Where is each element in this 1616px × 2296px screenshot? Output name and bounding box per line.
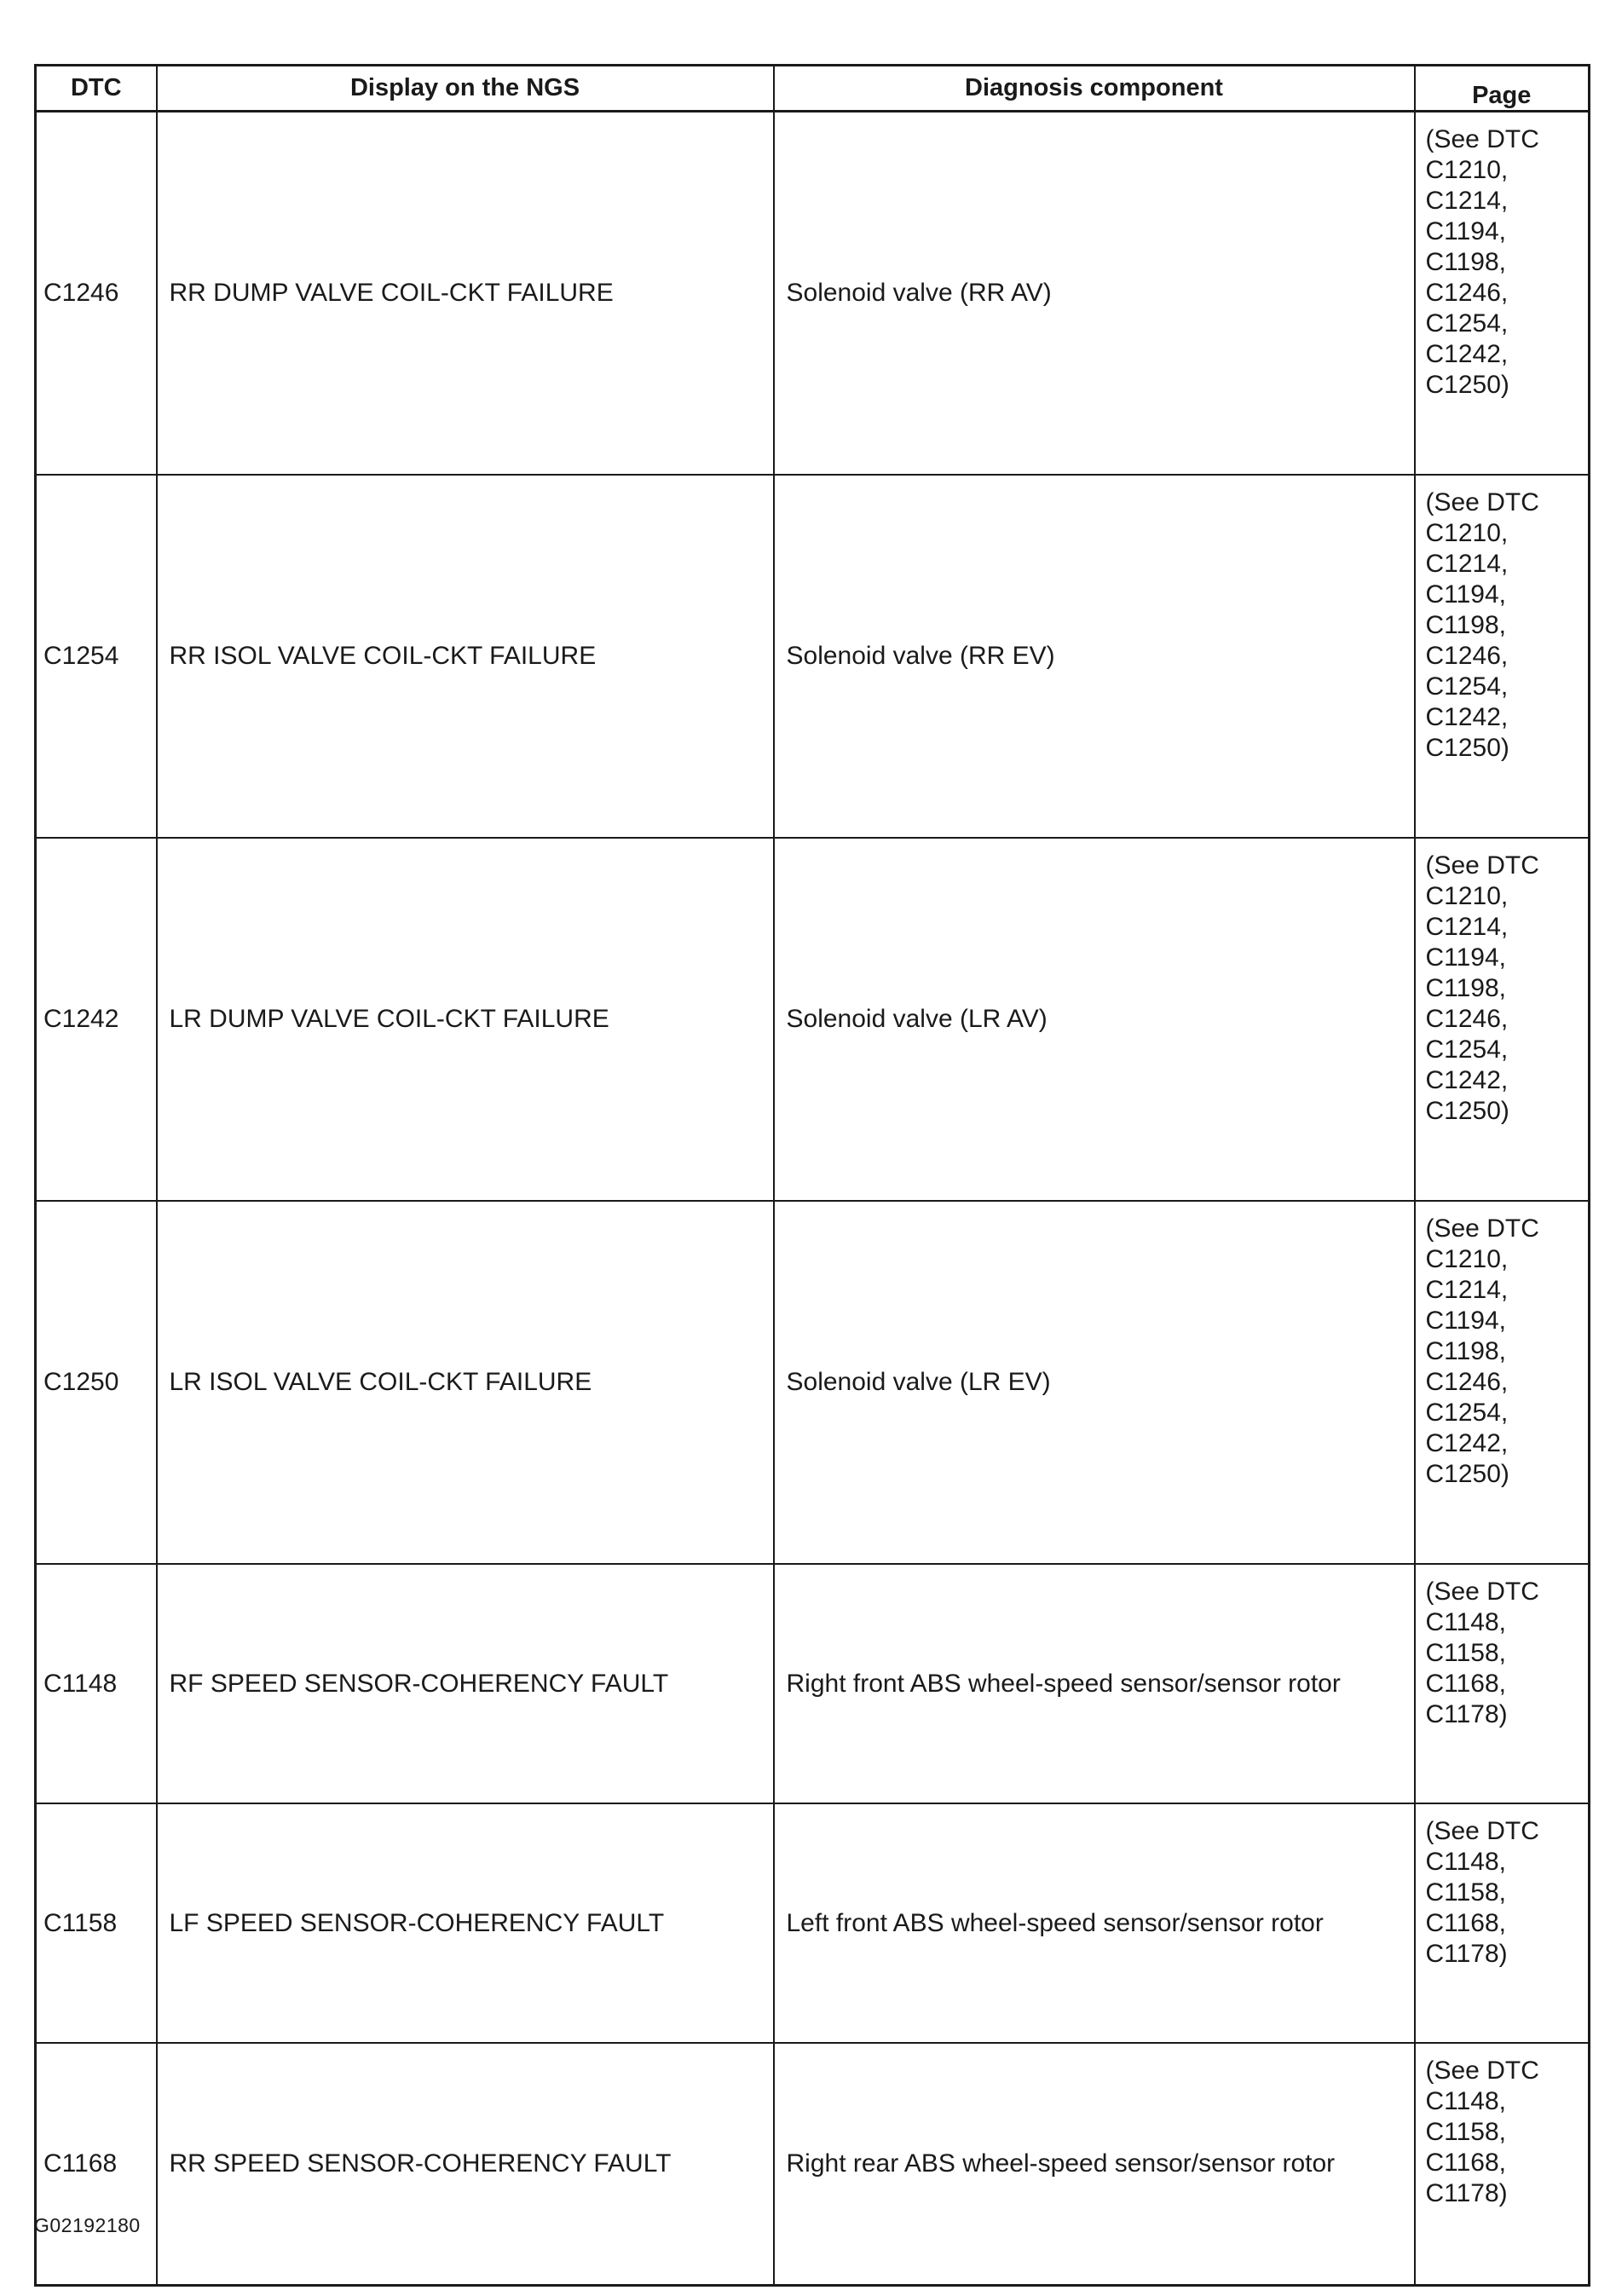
table-row: [36, 2043, 1590, 2286]
page-cell: [1415, 475, 1590, 838]
ngs-display-text: RR ISOL VALVE COIL-CKT FAILURE: [157, 475, 774, 838]
diagnosis-component: Solenoid valve (RR AV): [774, 112, 1415, 476]
dtc-table: [34, 64, 1590, 2287]
table-row: [36, 1201, 1590, 1564]
ngs-display-text: LR ISOL VALVE COIL-CKT FAILURE: [157, 1201, 774, 1564]
page-reference: (See DTC C1210, C1214, C1194, C1198, C1246, C1254, C1242, C1250): [1425, 488, 1539, 762]
page-reference: (See DTC C1148, C1158, C1168, C1178): [1425, 1578, 1539, 1728]
diagnosis-component: Right front ABS wheel-speed sensor/sensor rotor: [774, 1564, 1415, 1803]
table-row: [36, 838, 1590, 1201]
table-header-row: [36, 66, 1590, 112]
dtc-code: C1242: [36, 838, 157, 1201]
dtc-code: C1148: [36, 1564, 157, 1803]
dtc-code: C1246: [36, 112, 157, 476]
ngs-display-text: RR SPEED SENSOR-COHERENCY FAULT: [157, 2043, 774, 2286]
dtc-code: C1158: [36, 1803, 157, 2043]
page-reference: (See DTC C1210, C1214, C1194, C1198, C1246, C1254, C1242, C1250): [1425, 125, 1539, 399]
table-row: [36, 1803, 1590, 2043]
header-display: Display on the NGS: [157, 66, 774, 112]
diagnosis-component: Solenoid valve (RR EV): [774, 475, 1415, 838]
page-reference: (See DTC C1148, C1158, C1168, C1178): [1425, 2057, 1539, 2207]
ngs-display-text: LR DUMP VALVE COIL-CKT FAILURE: [157, 838, 774, 1201]
ngs-display-text: RF SPEED SENSOR-COHERENCY FAULT: [157, 1564, 774, 1803]
page-reference: (See DTC C1148, C1158, C1168, C1178): [1425, 1817, 1539, 1968]
header-page: Page: [1415, 66, 1590, 112]
header-dtc: DTC: [36, 66, 157, 112]
dtc-code: C1254: [36, 475, 157, 838]
dtc-code: C1168: [36, 2043, 157, 2286]
page-reference: (See DTC C1210, C1214, C1194, C1198, C1246, C1254, C1242, C1250): [1425, 1214, 1539, 1488]
figure-code: G02192180: [34, 2214, 141, 2236]
ngs-display-text: LF SPEED SENSOR-COHERENCY FAULT: [157, 1803, 774, 2043]
page-cell: [1415, 112, 1590, 476]
page-cell: [1415, 1201, 1590, 1564]
diagnosis-component: Solenoid valve (LR EV): [774, 1201, 1415, 1564]
page-reference: (See DTC C1210, C1214, C1194, C1198, C1246, C1254, C1242, C1250): [1425, 851, 1539, 1125]
diagnosis-component: Left front ABS wheel-speed sensor/sensor rotor: [774, 1803, 1415, 2043]
ngs-display-text: RR DUMP VALVE COIL-CKT FAILURE: [157, 112, 774, 476]
page-cell: [1415, 1803, 1590, 2043]
diagnosis-component: Solenoid valve (LR AV): [774, 838, 1415, 1201]
page-cell: [1415, 2043, 1590, 2286]
diagnosis-component: Right rear ABS wheel-speed sensor/sensor rotor: [774, 2043, 1415, 2286]
header-component: Diagnosis component: [774, 66, 1415, 112]
page-cell: [1415, 1564, 1590, 1803]
page-cell: [1415, 838, 1590, 1201]
table-row: [36, 112, 1590, 476]
table-row: [36, 475, 1590, 838]
dtc-code: C1250: [36, 1201, 157, 1564]
table-row: [36, 1564, 1590, 1803]
